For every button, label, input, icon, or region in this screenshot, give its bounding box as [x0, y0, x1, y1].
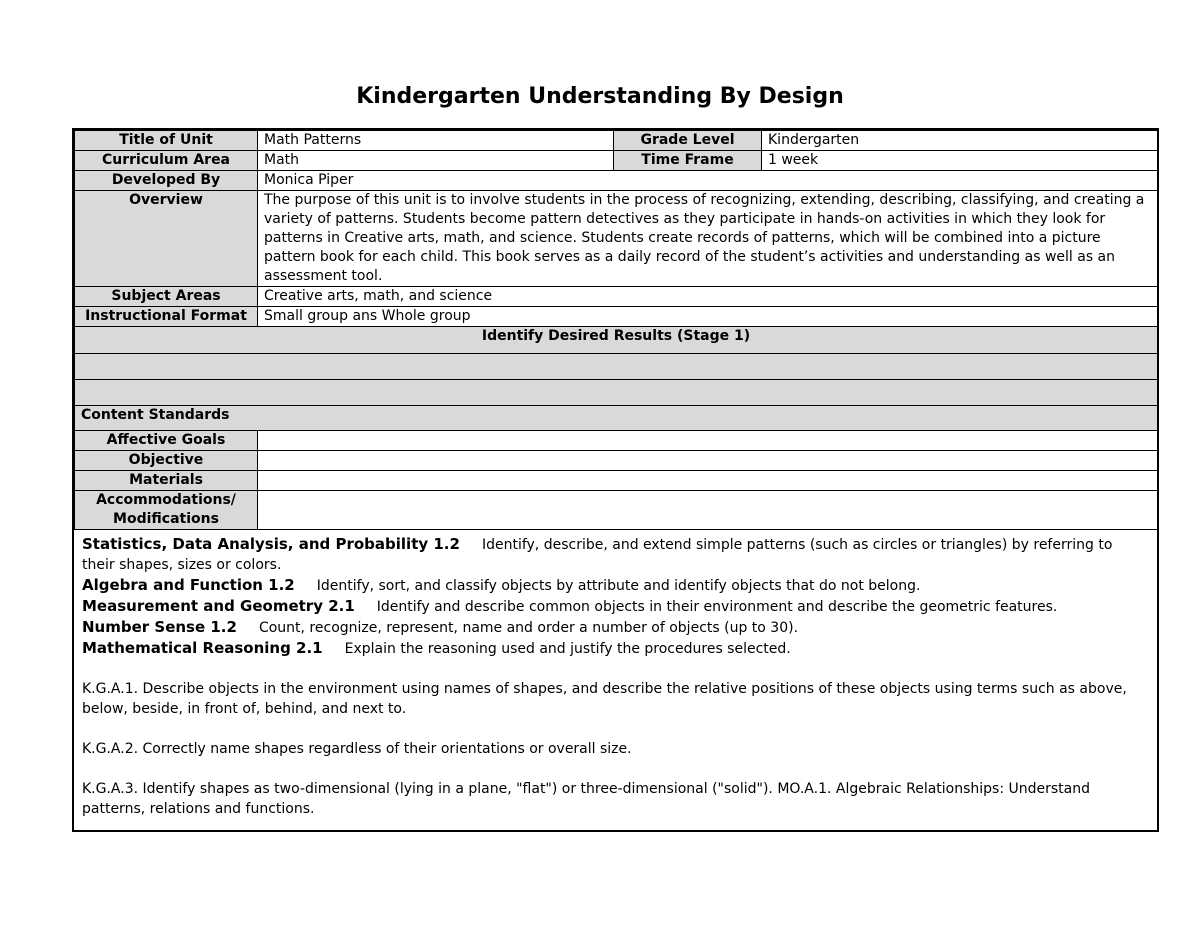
overview-value: The purpose of this unit is to involve students in the process of recognizing, extending, describing, classifying, and creating a variety of patterns. Students become pattern detectives as they participate in hands-on activities in which they look for patterns in Creative arts, math, and science. Students create records of patterns, which will be combined into a picture pattern book for each child. This book serves as a daily record of the student’s activities and understanding as well as an assessment tool. — [258, 191, 1158, 287]
objective-label: Objective — [75, 451, 258, 471]
grade-level-label: Grade Level — [614, 131, 762, 151]
title-of-unit-value: Math Patterns — [258, 131, 614, 151]
standards-section — [74, 530, 1157, 830]
standard-line — [82, 534, 1149, 575]
curriculum-area-label: Curriculum Area — [75, 151, 258, 171]
standard-text: Explain the reasoning used and justify the procedures selected. — [344, 641, 791, 657]
standard-label: Statistics, Data Analysis, and Probability 1.2 — [82, 535, 460, 553]
standard-text: Identify and describe common objects in their environment and describe the geometric features. — [376, 599, 1058, 615]
affective-goals-value — [258, 431, 1158, 451]
grade-level-value: Kindergarten — [762, 131, 1158, 151]
core-standard-paragraph: K.G.A.1. Describe objects in the environment using names of shapes, and describe the relative positions of these objects using terms such as above, below, beside, in front of, behind, and next to. — [82, 681, 1127, 717]
curriculum-area-value: Math — [258, 151, 614, 171]
developed-by-value: Monica Piper — [258, 171, 1158, 191]
standard-text: Identify, sort, and classify objects by attribute and identify objects that do not belong. — [316, 578, 921, 594]
time-frame-label: Time Frame — [614, 151, 762, 171]
standard-line — [82, 638, 1149, 659]
core-standard-paragraph: K.G.A.3. Identify shapes as two-dimensional (lying in a plane, "flat") or three-dimensional ("solid"). MO.A.1. Algebraic Relationships: Understand patterns, relations and functions. — [82, 781, 1091, 817]
standard-line — [82, 617, 1149, 638]
accommodations-label: Accommodations/ Modifications — [75, 491, 258, 530]
instructional-format-value: Small group ans Whole group — [258, 307, 1158, 327]
shaded-band — [75, 380, 1158, 406]
page-title: Kindergarten Understanding By Design — [356, 84, 844, 109]
shaded-band — [75, 354, 1158, 380]
stage1-heading: Identify Desired Results (Stage 1) — [75, 327, 1158, 354]
core-standard-paragraph: K.G.A.2. Correctly name shapes regardless of their orientations or overall size. — [82, 741, 632, 757]
unit-info-table — [74, 130, 1158, 530]
standard-label: Algebra and Function 1.2 — [82, 576, 295, 594]
standard-text: Count, recognize, represent, name and order a number of objects (up to 30). — [258, 620, 799, 636]
standard-text: Identify, describe, and extend simple patterns (such as circles or triangles) by referring to their shapes, sizes or colors. — [82, 537, 1113, 573]
unit-plan-table — [72, 128, 1159, 832]
title-of-unit-label: Title of Unit — [75, 131, 258, 151]
objective-value — [258, 451, 1158, 471]
standard-label: Mathematical Reasoning 2.1 — [82, 639, 323, 657]
affective-goals-label: Affective Goals — [75, 431, 258, 451]
content-standards-heading: Content Standards — [75, 406, 1158, 431]
developed-by-label: Developed By — [75, 171, 258, 191]
overview-label: Overview — [75, 191, 258, 287]
materials-value — [258, 471, 1158, 491]
standard-label: Measurement and Geometry 2.1 — [82, 597, 355, 615]
accommodations-value — [258, 491, 1158, 530]
standard-line — [82, 596, 1149, 617]
instructional-format-label: Instructional Format — [75, 307, 258, 327]
standard-label: Number Sense 1.2 — [82, 618, 237, 636]
standard-line — [82, 575, 1149, 596]
time-frame-value: 1 week — [762, 151, 1158, 171]
subject-areas-label: Subject Areas — [75, 287, 258, 307]
subject-areas-value: Creative arts, math, and science — [258, 287, 1158, 307]
materials-label: Materials — [75, 471, 258, 491]
